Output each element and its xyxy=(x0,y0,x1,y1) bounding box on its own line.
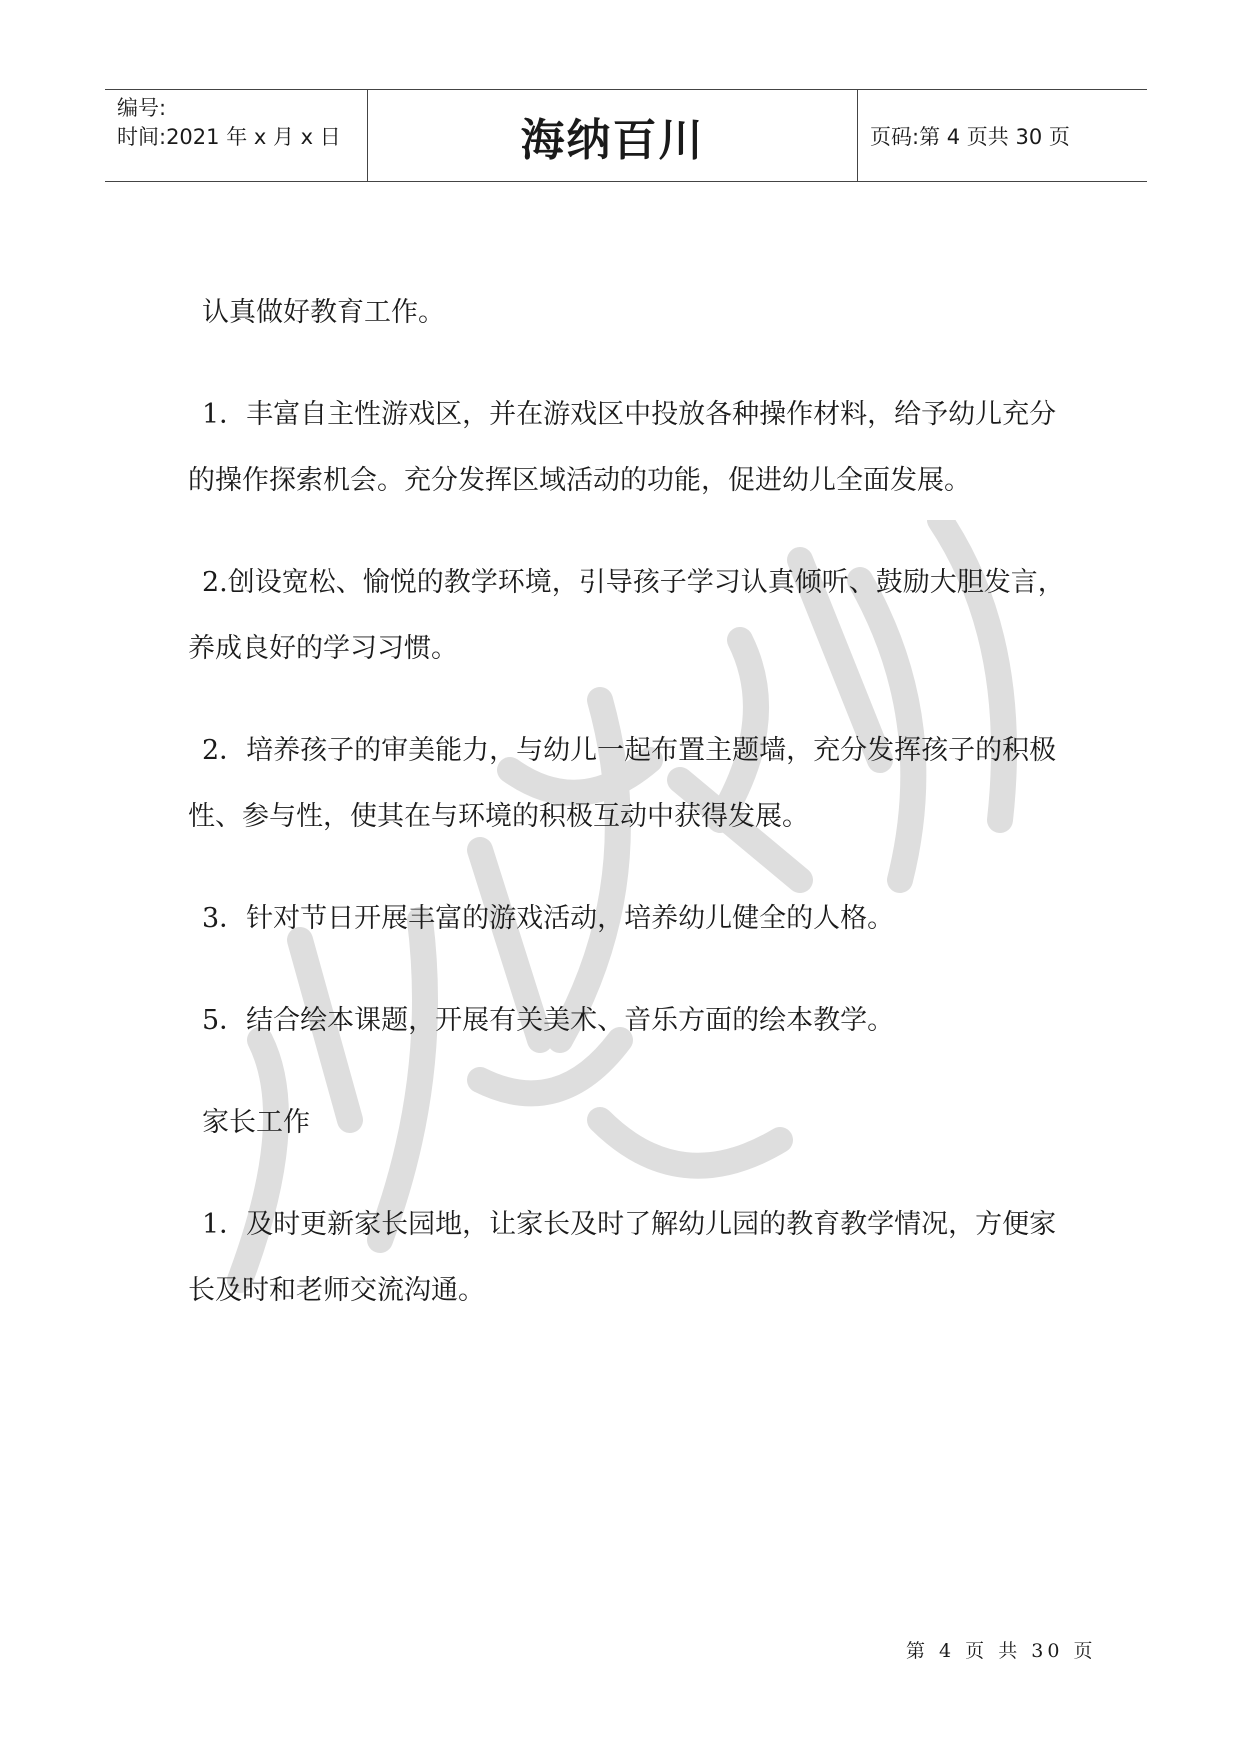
section-heading: 家长工作 xyxy=(202,1107,310,1138)
paragraph: 2．培养孩子的审美能力，与幼儿一起布置主题墙，充分发挥孩子的积极性、参与性，使其在与环境的积极互动中获得发展。 xyxy=(188,735,1057,832)
paragraph: 1．丰富自主性游戏区，并在游戏区中投放各种操作材料，给予幼儿充分的操作探索机会。充分发挥区域活动的功能，促进幼儿全面发展。 xyxy=(188,399,1057,496)
header-page-label: 页码:第 4 页共 30 页 xyxy=(870,124,1070,149)
page-footer: 第 4 页 共 30 页 xyxy=(906,1640,1097,1662)
paragraph: 1．及时更新家长园地，让家长及时了解幼儿园的教育教学情况，方便家长及时和老师交流沟通。 xyxy=(188,1209,1057,1306)
document-number-label: 编号: xyxy=(117,96,167,120)
paragraph: 3．针对节日开展丰富的游戏活动，培养幼儿健全的人格。 xyxy=(202,903,895,934)
document-header xyxy=(105,89,1147,182)
document-body xyxy=(188,280,1068,1360)
paragraph: 5．结合绘本课题，开展有关美术、音乐方面的绘本教学。 xyxy=(202,1005,895,1036)
paragraph: 2.创设宽松、愉悦的教学环境，引导孩子学习认真倾听、鼓励大胆发言，养成良好的学习习惯。 xyxy=(188,567,1065,664)
header-meta xyxy=(105,90,368,181)
paragraph: 认真做好教育工作。 xyxy=(202,297,445,328)
header-brand: 海纳百川 xyxy=(368,90,858,181)
document-time-label: 时间:2021 年 x 月 x 日 xyxy=(117,125,341,149)
